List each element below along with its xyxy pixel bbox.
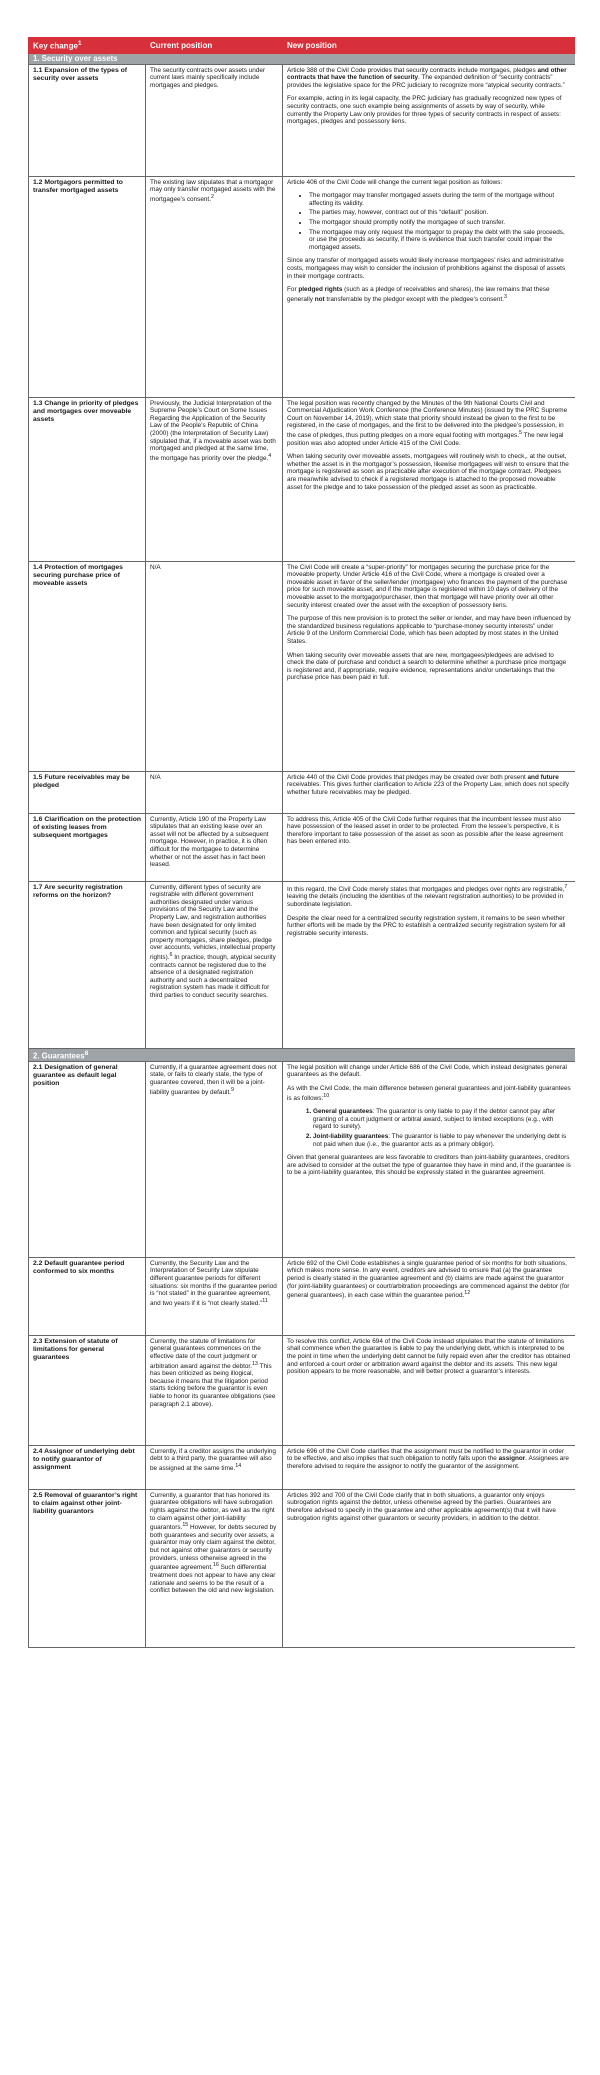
key-change-cell: 2.1 Designation of general guarantee as default legal position [29, 1061, 146, 1257]
table-row [29, 1257, 576, 1335]
current-position-cell: Currently, if a creditor assigns the underlying debt to a third party, the guarantee will also be assigned at the same time.$^{14}$ [146, 1445, 283, 1489]
table-row [29, 176, 576, 397]
key-change-cell: 2.2 Default guarantee period conformed to six months [29, 1257, 146, 1335]
section-row [29, 1048, 576, 1061]
key-change-cell: 1.6 Clarification on the protection of existing leases from subsequent mortgages [29, 813, 146, 881]
numbered-list [287, 1108, 571, 1148]
new-position-cell: Article 406 of the Civil Code will change the current legal position as follows: • The mortgagor may transfer mortgaged assets during the term of the mortgage without affecting its validity. • The parties may, however, contract out of this “default” position. • The mortgagor should promptly notify the mortgagee of such transfer. • The mortgagee may only request the mortgagor to prepay the debt with the sale proceeds, or use the proceeds as security, if there is evidence that such transfer could impair the mortgaged assets. Since any transfer of mortgaged assets would likely increase mortgagees’ risks and administrative costs, mortgagees may wish to consider the inclusion of prohibitions against the disposal of assets in their mortgage contracts. For pledged rights (such as a pledge of receivables and shares), the law remains that these generally not transferrable by the pledgor except with the pledgee’s consent.$^3$ [283, 176, 576, 397]
security-guarantee-table-page [28, 37, 575, 2047]
current-position-cell: Previously, the Judicial Interpretation of the Supreme People’s Court on Some Issues Regarding the Application of the Security Law of the People’s Republic of China (2000) (the Interpretation of Security Law) stipulated that, if a moveable asset was both mortgaged and pledged at the same time, the mortgage has priority over the pledge.$^4$ [146, 397, 283, 561]
new-position-cell: To address this, Article 405 of the Civil Code further requires that the incumbent lessee must also have possession of the leased asset in order to be protected. From the lessee’s perspective, it is therefore important to take possession of the asset as soon as possible after the lease agreement has been entered into. [283, 813, 576, 881]
bullet-list [287, 192, 571, 251]
table-row [29, 1489, 576, 1647]
new-position-cell: To resolve this conflict, Article 694 of the Civil Code instead stipulates that the statute of limitations shall commence when the guarantee is liable to pay the underlying debt, which is interpreted to be the point in time when the underlying debt cannot be fully repaid even after the creditor has obtained and enforced a court order or arbitration award against the debtor and its assets. This new legal position appears to be more reasonable, and will better protect a guarantor’s interests. [283, 1335, 576, 1445]
key-change-cell: 1.2 Mortgagors permitted to transfer mortgaged assets [29, 176, 146, 397]
new-position-cell: The Civil Code will create a “super-priority” for mortgages securing the purchase price for the moveable property. Under Article 416 of the Civil Code, where a mortgage is created over a moveable asset in favor of the seller/lender (mortgagee) who finances the payment of the purchase price for such moveable asset, and if the mortgage is registered within 10 days of delivery of the moveable asset to the mortgagor/purchaser, then that mortgage will have priority over all other security interest created over the asset with the exception of possessory liens. The purpose of this new provision is to protect the seller or lender, and may have been influenced by the standardized business regulations applicable to “purchase-money security interests” under Article 9 of the Uniform Commercial Code, which has been adopted by most states in the United States. When taking security over moveable assets that are new, mortgagees/pledgees are advised to check the date of purchase and conduct a search to determine whether a purchase price mortgage is registered and, if appropriate, require evidence, representations and/or undertakings that the purchase price has been paid in full. [283, 561, 576, 771]
header-new-position: New position [283, 38, 576, 54]
table-header-row [29, 38, 576, 54]
table-row [29, 64, 576, 176]
new-position-cell: The legal position will change under Article 686 of the Civil Code, which instead designates general guarantees as the default. As with the Civil Code, the main difference between general guarantees and joint-liability guarantees is as follows:$^{10}$ 1. General guarantees: The guarantor is only liable to pay if the debtor cannot pay after granting of a court judgment or arbitral award, subject to limited exceptions (e.g., with regard to surety). 2. Joint-liability guarantees: The guarantor is liable to pay whenever the underlying debt is not paid when due (i.e., the guarantor acts as a primary obligor). Given that general guarantees are less favorable to creditors than joint-liability guarantees, creditors are advised to consider at the outset the type of guarantee they have in mind and, if the guarantee is to be a joint-liability guarantee, this should be expressly stated in the guarantee agreement. [283, 1061, 576, 1257]
key-changes-table [28, 37, 575, 1648]
table-row [29, 771, 576, 813]
key-change-cell: 1.4 Protection of mortgages securing purchase price of moveable assets [29, 561, 146, 771]
list-item: • The mortgagee may only request the mortgagor to prepay the debt with the sale proceeds, or use the proceeds as security, if there is evidence that such transfer could impair the mortgaged assets. [309, 229, 571, 252]
header-key-change: Key change$^1$ [29, 38, 146, 54]
table-row [29, 1061, 576, 1257]
key-change-cell: 2.3 Extension of statute of limitations for general guarantees [29, 1335, 146, 1445]
new-position-cell: In this regard, the Civil Code merely states that mortgages and pledges over rights are registrable,$^7$ leaving the details (including the identities of the relevant registration authorities) to be provided in subordinate legislation. Despite the clear need for a centralized security registration system, it remains to be seen whether further efforts will be made by the PRC to establish a centralized security registration system for all registrable security interests. [283, 881, 576, 1048]
new-position-cell: Article 388 of the Civil Code provides that security contracts include mortgages, pledges and other contracts that have the function of security. The expanded definition of “security contracts” provides the legislative space for the PRC judiciary to recognize more “atypical security contracts.” For example, acting in its legal capacity, the PRC judiciary has gradually recognized new types of security contracts, one such example being assignments of assets by way of security, while currently the Property Law only provides for three types of security contracts in respect of assets: mortgages, pledges and possessory liens. [283, 64, 576, 176]
key-change-cell: 2.4 Assignor of underlying debt to notify guarantor of assignment [29, 1445, 146, 1489]
new-position-cell: The legal position was recently changed by the Minutes of the 9th National Courts Civil and Commercial Adjudication Work Conference (the Conference Minutes) (issued by the PRC Supreme Court on November 14, 2019), which state that priority should instead be given to the first to be registered, in the case of mortgages, and the first to be delivered into the pledgee’s possession, in the case of pledges, thus putting pledges on a more equal footing with mortgages.$^5$ The new legal position was also adopted under Article 415 of the Civil Code. When taking security over moveable assets, mortgagees will routinely wish to check,, at the outset, whether the asset is in the mortgagor’s possession, likewise mortgagees will wish to ensure that the mortgage is registered as soon as practicable after execution of the mortgage contract. Pledgees are meanwhile advised to check if a registered mortgage is attached to the proposed moveable asset for the pledge and to take possession of the pledged asset as soon as practicable. [283, 397, 576, 561]
current-position-cell: Currently, if a guarantee agreement does not state, or fails to clearly state, the type of guarantee covered, then it will be a joint-liability guarantee by default.$^9$ [146, 1061, 283, 1257]
current-position-cell: The security contracts over assets under current laws mainly specifically include mortgages and pledges. [146, 64, 283, 176]
current-position-cell: Currently, different types of security are registrable with different government authorities designated under various provisions of the Security Law and the Property Law, and registration authorities have been designated for only limited common and typical security (such as property mortgages, share pledges, pledge over accounts, vehicles, intellectual property rights).$^6$ In practice, though, atypical security contracts cannot be registered due to the absence of a designated registration authority and such a decentralized registration system has made it difficult for third parties to conduct security searches. [146, 881, 283, 1048]
header-current-position: Current position [146, 38, 283, 54]
list-item: 1. General guarantees: The guarantor is only liable to pay if the debtor cannot pay after granting of a court judgment or arbitral award, subject to limited exceptions (e.g., with regard to surety). [313, 1108, 571, 1131]
current-position-cell: N/A [146, 771, 283, 813]
new-position-cell: Article 696 of the Civil Code clarifies that the assignment must be notified to the guarantor in order to be effective, and also implies that such obligation to notify falls upon the assignor. Assignees are therefore advised to require the assignor to notify the guarantor of the assignment. [283, 1445, 576, 1489]
table-row [29, 1445, 576, 1489]
current-position-cell: The existing law stipulates that a mortgagor may only transfer mortgaged assets with the mortgagee’s consent.$^2$ [146, 176, 283, 397]
list-item: • The mortgagor should promptly notify the mortgagee of such transfer. [309, 219, 571, 227]
new-position-cell: Article 440 of the Civil Code provides that pledges may be created over both present and future receivables. This gives further clarification to Article 223 of the Property Law, which does not specify whether future receivables may be pledged. [283, 771, 576, 813]
section-title-security: 1. Security over assets [29, 54, 576, 65]
section-row [29, 54, 576, 65]
table-row [29, 397, 576, 561]
table-row [29, 881, 576, 1048]
key-change-cell: 1.5 Future receivables may be pledged [29, 771, 146, 813]
current-position-cell: Currently, a guarantor that has honored its guarantee obligations will have subrogation rights against the debtor, as well as the right to claim against other joint-liability guarantors.$^{15}$ However, for debts secured by both guarantees and security over assets, a guarantor may only claim against the debtor, but not against other guarantors or security providers, unless otherwise agreed in the guarantee agreement.$^{16}$ Such differential treatment does not appear to have any clear rationale and seems to be the result of a conflict between the old and new legislation. [146, 1489, 283, 1647]
current-position-cell: Currently, Article 190 of the Property Law stipulates that an existing lease over an asset will not be affected by a subsequent mortgage. However, in practice, it is often difficult for the mortgagee to determine whether or not the asset has in fact been leased. [146, 813, 283, 881]
table-row [29, 813, 576, 881]
current-position-cell: N/A [146, 561, 283, 771]
list-item: • The parties may, however, contract out of this “default” position. [309, 209, 571, 217]
section-title-guarantees: 2. Guarantees$^8$ [29, 1048, 576, 1061]
table-row [29, 561, 576, 771]
list-item: • The mortgagor may transfer mortgaged assets during the term of the mortgage without affecting its validity. [309, 192, 571, 207]
key-change-cell: 1.1 Expansion of the types of security over assets [29, 64, 146, 176]
key-change-cell: 2.5 Removal of guarantor’s right to claim against other joint-liability guarantors [29, 1489, 146, 1647]
key-change-cell: 1.3 Change in priority of pledges and mortgages over moveable assets [29, 397, 146, 561]
new-position-cell: Article 692 of the Civil Code establishes a single guarantee period of six months for both situations, which makes more sense. In any event, creditors are advised to ensure that (a) the guarantee period is clearly stated in the guarantee agreement and (b) claims are made against the guarantor (for joint-liability guarantees) or court/arbitration proceedings are commenced against the debtor (for general guarantees), in each case within the guarantee period.$^{12}$ [283, 1257, 576, 1335]
new-position-cell: Articles 392 and 700 of the Civil Code clarify that in both situations, a guarantor only enjoys subrogation rights against the debtor, unless otherwise agreed by the parties. Guarantees are therefore advised to specify in the guarantee and other applicable agreement(s) that it will have subrogation rights against other guarantors or security providers, in addition to the debtor. [283, 1489, 576, 1647]
list-item: 2. Joint-liability guarantees: The guarantor is liable to pay whenever the underlying debt is not paid when due (i.e., the guarantor acts as a primary obligor). [313, 1133, 571, 1148]
key-change-cell: 1.7 Are security registration reforms on the horizon? [29, 881, 146, 1048]
current-position-cell: Currently, the statute of limitations for general guarantees commences on the effective date of the court judgment or arbitration award against the debtor.$^{13}$ This has been criticized as being illogical, because it means that the litigation period starts ticking before the guarantor is even liable to honor its guarantee obligations (see paragraph 2.1 above). [146, 1335, 283, 1445]
current-position-cell: Currently, the Security Law and the Interpretation of Security Law stipulate different guarantee periods for different situations: six months if the guarantee period is “not stated” in the guarantee agreement, and two years if it is “not clearly stated.”$^{11}$ [146, 1257, 283, 1335]
table-row [29, 1335, 576, 1445]
